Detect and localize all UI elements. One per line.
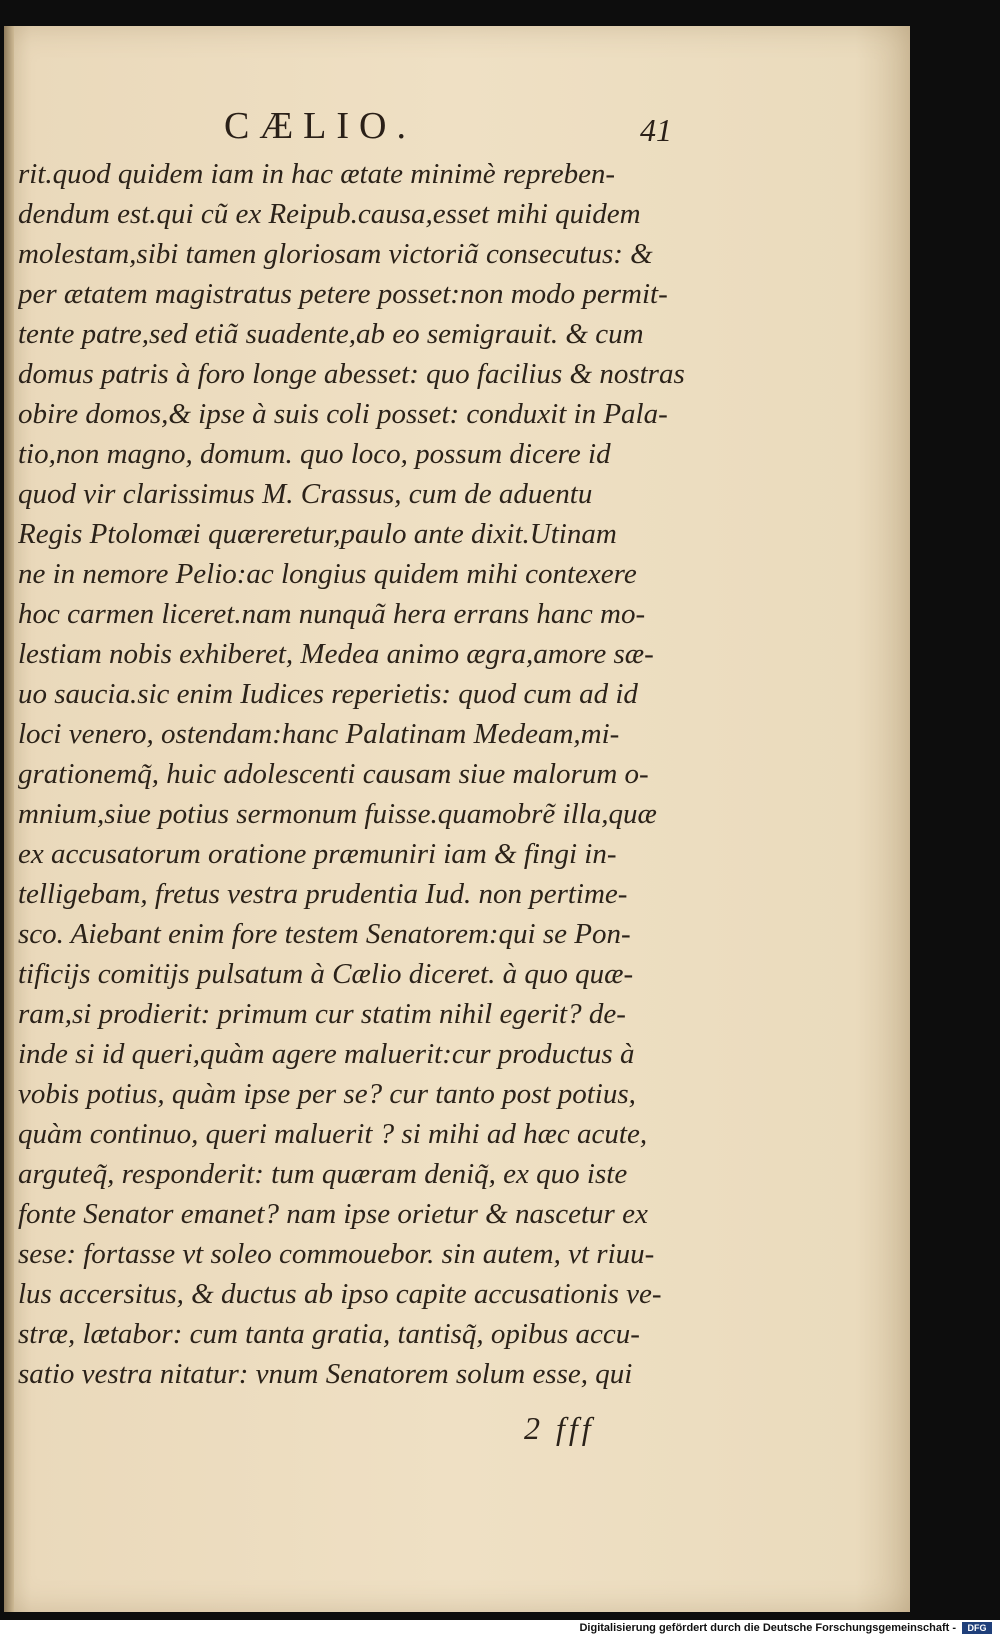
text-line: ram,si prodierit: primum cur statim nihil egerit? de- xyxy=(18,998,626,1030)
signature-mark: 2 fff xyxy=(524,1410,595,1446)
text-line: stræ, lætabor: cum tanta gratia, tantisq̃, opibus accu- xyxy=(18,1318,640,1350)
text-line: satio vestra nitatur: vnum Senatorem solum esse, qui xyxy=(18,1358,633,1390)
digitization-footer xyxy=(0,1620,1000,1636)
page-number: 41 xyxy=(640,112,672,148)
text-line: lus accersitus, & ductus ab ipso capite accusationis ve- xyxy=(18,1278,662,1310)
dfg-logo-icon: DFG xyxy=(962,1622,992,1634)
text-line: grationemq̃, huic adolescenti causam siue malorum o- xyxy=(18,758,649,790)
book-page xyxy=(4,26,910,1612)
page-gutter-edge xyxy=(4,26,14,1612)
text-line: dendum est.qui cũ ex Reipub.causa,esset mihi quidem xyxy=(18,198,641,230)
text-line: sco. Aiebant enim fore testem Senatorem:qui se Pon- xyxy=(18,918,631,950)
text-line: fonte Senator emanet? nam ipse orietur & nascetur ex xyxy=(18,1198,648,1230)
text-line: lestiam nobis exhiberet, Medea animo ægra,amore sæ- xyxy=(18,638,654,670)
text-line: inde si id queri,quàm agere maluerit:cur productus à xyxy=(18,1038,635,1070)
text-line: quod vir clarissimus M. Crassus, cum de aduentu xyxy=(18,478,593,510)
text-line: telligebam, fretus vestra prudentia Iud. non pertime- xyxy=(18,878,628,910)
text-line: molestam,sibi tamen gloriosam victoriã consecutus: & xyxy=(18,238,653,270)
text-line: domus patris à foro longe abesset: quo facilius & nostras xyxy=(18,358,685,390)
text-line: hoc carmen liceret.nam nunquã hera errans hanc mo- xyxy=(18,598,646,630)
text-line: Regis Ptolomæi quæreretur,paulo ante dixit.Utinam xyxy=(18,518,617,550)
funding-notice: Digitalisierung gefördert durch die Deutsche Forschungsgemeinschaft - xyxy=(579,1622,956,1634)
text-line: uo saucia.sic enim Iudices reperietis: quod cum ad id xyxy=(18,678,638,710)
text-line: tente patre,sed etiã suadente,ab eo semigrauit. & cum xyxy=(18,318,644,350)
text-line: ex accusatorum oratione præmuniri iam & fingi in- xyxy=(18,838,617,870)
text-line: vobis potius, quàm ipse per se? cur tanto post potius, xyxy=(18,1078,636,1110)
text-line: mnium,siue potius sermonum fuisse.quamobrẽ illa,quæ xyxy=(18,798,657,830)
text-line: tio,non magno, domum. quo loco, possum dicere id xyxy=(18,438,611,470)
running-head: CÆLIO. xyxy=(224,105,416,147)
text-line: sese: fortasse vt soleo commouebor. sin autem, vt riuu- xyxy=(18,1238,655,1270)
text-line: ne in nemore Pelio:ac longius quidem mihi contexere xyxy=(18,558,637,590)
text-line: obire domos,& ipse à suis coli posset: conduxit in Pala- xyxy=(18,398,668,430)
text-line: tificijs comitijs pulsatum à Cælio diceret. à quo quæ- xyxy=(18,958,634,990)
text-line: arguteq̃, responderit: tum quæram deniq̃, ex quo iste xyxy=(18,1158,628,1190)
text-line: quàm continuo, queri maluerit ? si mihi ad hæc acute, xyxy=(18,1118,648,1150)
body-text xyxy=(18,154,718,1394)
text-line: rit.quod quidem iam in hac ætate minimè repreben- xyxy=(18,158,616,190)
text-line: per ætatem magistratus petere posset:non modo permit- xyxy=(18,278,668,310)
text-line: loci venero, ostendam:hanc Palatinam Medeam,mi- xyxy=(18,718,620,750)
